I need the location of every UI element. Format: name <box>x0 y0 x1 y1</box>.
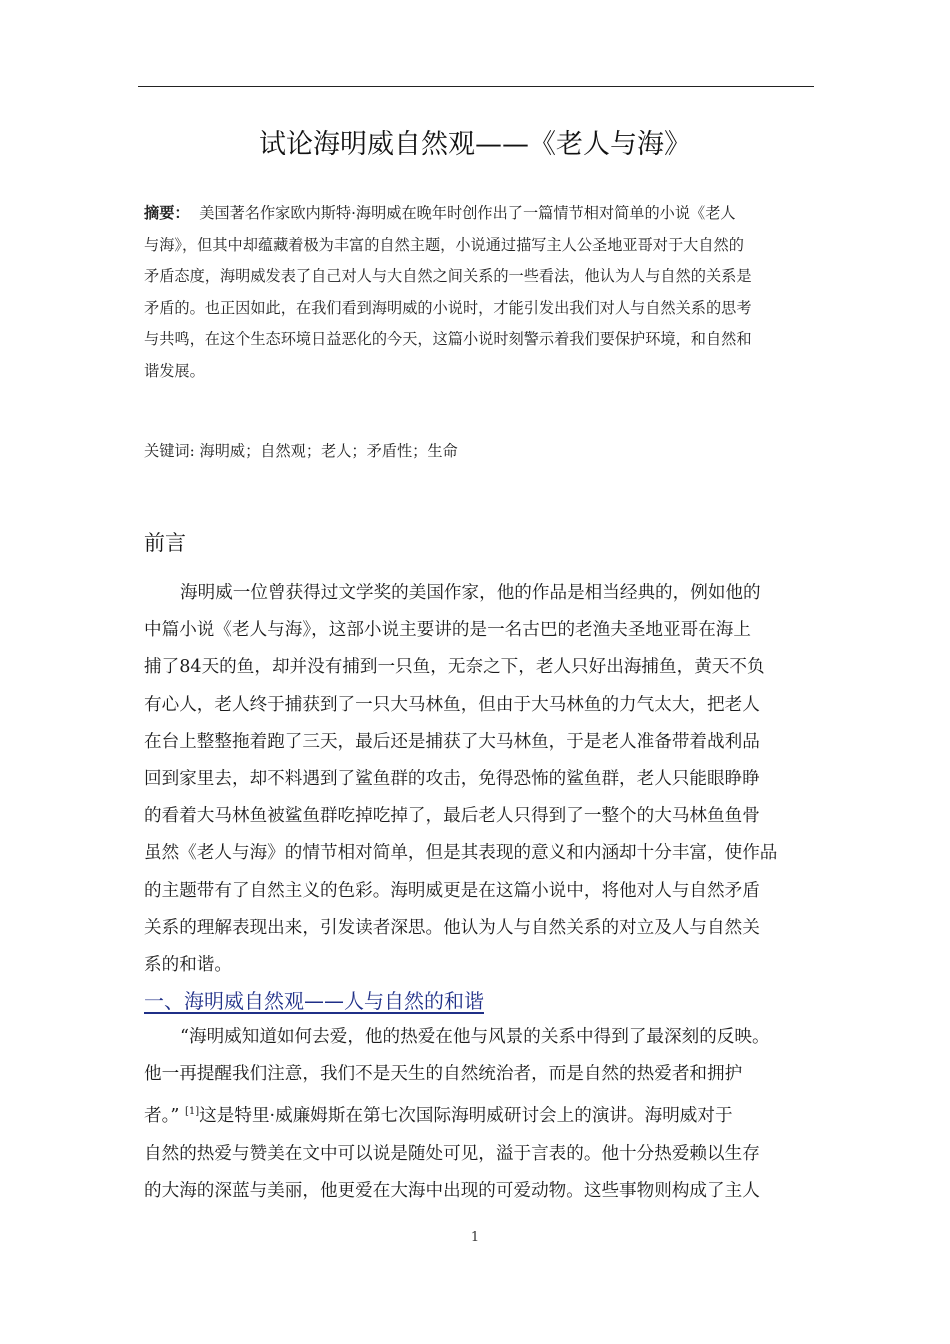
paragraph-text: 这是特里·威廉姆斯在第七次国际海明威研讨会上的演讲。海明威对于 <box>199 1106 733 1127</box>
abstract-line: 美国著名作家欧内斯特·海明威在晚年时创作出了一篇情节相对简单的小说《老人 <box>199 204 736 222</box>
preface-paragraph <box>144 575 812 984</box>
paragraph-line: 的主题带有了自然主义的色彩。海明威更是在这篇小说中，将他对人与自然矛盾 <box>144 880 760 901</box>
keywords-label: 关键词 <box>144 442 190 460</box>
abstract-line: 矛盾态度，海明威发表了自己对人与大自然之间关系的一些看法，他认为人与自然的关系是 <box>144 267 752 285</box>
abstract-line: 与共鸣，在这个生态环境日益恶化的今天，这篇小说时刻警示着我们要保护环境，和自然和 <box>144 330 752 348</box>
quote-end: 者。” <box>144 1106 180 1127</box>
paragraph-line: 的大海的深蓝与美丽，他更爱在大海中出现的可爱动物。这些事物则构成了主人 <box>144 1180 760 1201</box>
section-paragraph <box>144 1019 812 1210</box>
citation-ref: [1] <box>184 1106 200 1118</box>
paragraph-line: “海明威知道如何去爱，他的热爱在他与风景的关系中得到了最深刻的反映。 <box>180 1027 770 1047</box>
abstract-line: 与海》，但其中却蕴藏着极为丰富的自然主题，小说通过描写主人公圣地亚哥对于大自然的 <box>144 235 744 254</box>
abstract-label: 摘要： <box>144 204 190 222</box>
page-number: 1 <box>470 1230 480 1245</box>
paragraph-line <box>144 1093 812 1135</box>
paragraph-line: 关系的理解表现出来，引发读者深思。他认为人与自然关系的对立及人与自然关 <box>144 917 760 938</box>
paragraph-line: 海明威一位曾获得过文学奖的美国作家，他的作品是相当经典的，例如他的 <box>180 583 761 603</box>
keywords-text: : 海明威；自然观；老人；矛盾性；生命 <box>189 442 458 460</box>
paragraph-line: 的看着大马林鱼被鲨鱼群吃掉吃掉了，最后老人只得到了一整个的大马林鱼鱼骨 <box>144 806 760 827</box>
paragraph-line: 虽然《老人与海》的情节相对简单，但是其表现的意义和内涵却十分丰富，使作品 <box>144 843 778 864</box>
paragraph-line: 回到家里去，却不料遇到了鲨鱼群的攻击，免得恐怖的鲨鱼群，老人只能眼睁睁 <box>144 769 760 790</box>
keywords <box>144 436 812 467</box>
header-rule <box>138 86 814 87</box>
document-title: 试论海明威自然观——《老人与海》 <box>259 129 691 160</box>
abstract <box>144 198 812 387</box>
preface-heading: 前言 <box>144 531 186 555</box>
paragraph-line: 系的和谐。 <box>144 955 232 976</box>
abstract-line: 谐发展。 <box>144 361 205 380</box>
abstract-line: 矛盾的。也正因如此，在我们看到海明威的小说时，才能引发出我们对人与自然关系的思考 <box>144 298 752 317</box>
paragraph-line: 中篇小说《老人与海》，这部小说主要讲的是一名古巴的老渔夫圣地亚哥在海上 <box>144 620 751 641</box>
paragraph-line: 自然的热爱与赞美在文中可以说是随处可见，溢于言表的。他十分热爱赖以生存 <box>144 1143 760 1164</box>
paragraph-line: 在台上整整拖着跑了三天，最后还是捕获了大马林鱼，于是老人准备带着战利品 <box>144 731 760 752</box>
paragraph-line: 有心人，老人终于捕获到了一只大马林鱼，但由于大马林鱼的力气太大，把老人 <box>144 694 760 715</box>
paragraph-line: 他一再提醒我们注意，我们不是天生的自然统治者，而是自然的热爱者和拥护 <box>144 1064 743 1085</box>
paragraph-line: 捕了84天的鱼，却并没有捕到一只鱼，无奈之下，老人只好出海捕鱼，黄天不负 <box>144 657 765 678</box>
section-heading: 一、海明威自然观——人与自然的和谐 <box>144 989 484 1013</box>
